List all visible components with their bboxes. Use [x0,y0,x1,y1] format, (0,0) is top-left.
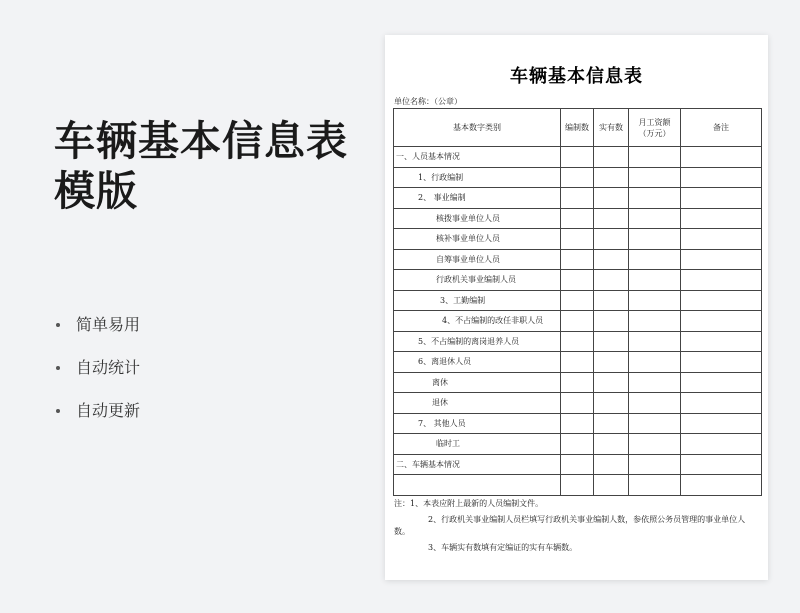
table-row [394,311,762,332]
cell [629,311,681,332]
bullet-icon [56,409,60,413]
table-row [394,229,762,250]
info-table [393,108,762,496]
row-label: 7、 其他人员 [394,413,561,434]
cell [594,393,629,414]
cell [681,249,762,270]
table-row [394,167,762,188]
cell [561,208,594,229]
table-row [394,147,762,168]
cell [561,352,594,373]
cell [681,311,762,332]
row-label: 4、不占编制的改任非职人员 [394,311,561,332]
row-label: 离休 [394,372,561,393]
promo-title-line1: 车辆基本信息表 [54,117,348,165]
cell [594,249,629,270]
cell [681,475,762,496]
row-label: 核拨事业单位人员 [394,208,561,229]
cell [594,352,629,373]
cell [594,475,629,496]
notes [394,498,759,558]
row-label: 二、车辆基本情况 [394,454,561,475]
cell [681,290,762,311]
cell [681,331,762,352]
cell [594,290,629,311]
cell [681,229,762,250]
cell [629,475,681,496]
table-row [394,331,762,352]
cell [681,352,762,373]
table-row [394,434,762,455]
cell [594,434,629,455]
feature-item [56,357,140,378]
document-title: 车辆基本信息表 [510,66,643,87]
row-label: 2、 事业编制 [394,188,561,209]
cell [594,188,629,209]
row-label: 1、行政编制 [394,167,561,188]
cell [594,208,629,229]
cell [561,372,594,393]
cell [561,290,594,311]
cell [629,290,681,311]
feature-item [56,400,140,421]
feature-label: 简单易用 [76,315,141,334]
cell [561,413,594,434]
cell [594,413,629,434]
cell [561,249,594,270]
cell [681,372,762,393]
cell [561,331,594,352]
cell [561,393,594,414]
cell [681,393,762,414]
header-actual: 实有数 [594,109,629,147]
cell [561,270,594,291]
cell [629,331,681,352]
table-row [394,393,762,414]
table-row [394,208,762,229]
cell [681,270,762,291]
table-row [394,372,762,393]
cell [594,229,629,250]
header-salary-line2: （万元） [638,128,671,138]
header-salary [629,109,681,147]
row-label: 6、离退休人员 [394,352,561,373]
cell [681,454,762,475]
table-row [394,290,762,311]
cell [594,147,629,168]
row-label [394,475,561,496]
cell [681,188,762,209]
table-header-row [394,109,762,147]
cell [561,434,594,455]
cell [561,311,594,332]
cell [629,249,681,270]
promo-title-line2: 模版 [54,167,138,215]
row-label: 3、工勤编制 [394,290,561,311]
unit-label: 单位名称：（公章） [394,97,462,106]
cell [629,147,681,168]
cell [629,413,681,434]
header-category: 基本数字类别 [394,109,561,147]
cell [561,167,594,188]
row-label: 临时工 [394,434,561,455]
cell [594,454,629,475]
row-label: 核补事业单位人员 [394,229,561,250]
bullet-icon [56,366,60,370]
cell [561,475,594,496]
cell [594,331,629,352]
cell [681,147,762,168]
table-row [394,413,762,434]
row-label: 退休 [394,393,561,414]
note-2: 2、行政机关事业编制人员栏填写行政机关事业编制人数，参依照公务员管理的事业单位人数。 [394,515,746,536]
cell [629,352,681,373]
promo-title [54,116,348,216]
cell [629,434,681,455]
feature-list [56,314,140,443]
table-row [394,188,762,209]
row-label: 5、不占编制的离岗退养人员 [394,331,561,352]
header-remark: 备注 [681,109,762,147]
header-authorized: 编制数 [561,109,594,147]
table-row [394,270,762,291]
cell [629,167,681,188]
cell [681,208,762,229]
row-label: 一、人员基本情况 [394,147,561,168]
note-1: 注：1、本表应附上最新的人员编制文件。 [394,499,544,508]
cell [561,454,594,475]
row-label: 自筹事业单位人员 [394,249,561,270]
document-preview [385,35,768,580]
cell [629,188,681,209]
feature-label: 自动统计 [76,358,141,377]
table-row [394,475,762,496]
cell [561,147,594,168]
table-row [394,454,762,475]
cell [594,311,629,332]
cell [629,393,681,414]
cell [561,188,594,209]
cell [629,229,681,250]
feature-item [56,314,140,335]
note-3: 3、车辆实有数填有定编证的实有车辆数。 [428,543,578,552]
cell [629,454,681,475]
cell [629,208,681,229]
row-label: 行政机关事业编制人员 [394,270,561,291]
cell [681,167,762,188]
cell [561,229,594,250]
cell [594,372,629,393]
cell [594,270,629,291]
cell [681,434,762,455]
bullet-icon [56,323,60,327]
feature-label: 自动更新 [76,401,141,420]
cell [594,167,629,188]
cell [681,413,762,434]
table-row [394,249,762,270]
cell [629,270,681,291]
table-row [394,352,762,373]
header-salary-line1: 月工资额 [638,117,671,127]
cell [629,372,681,393]
